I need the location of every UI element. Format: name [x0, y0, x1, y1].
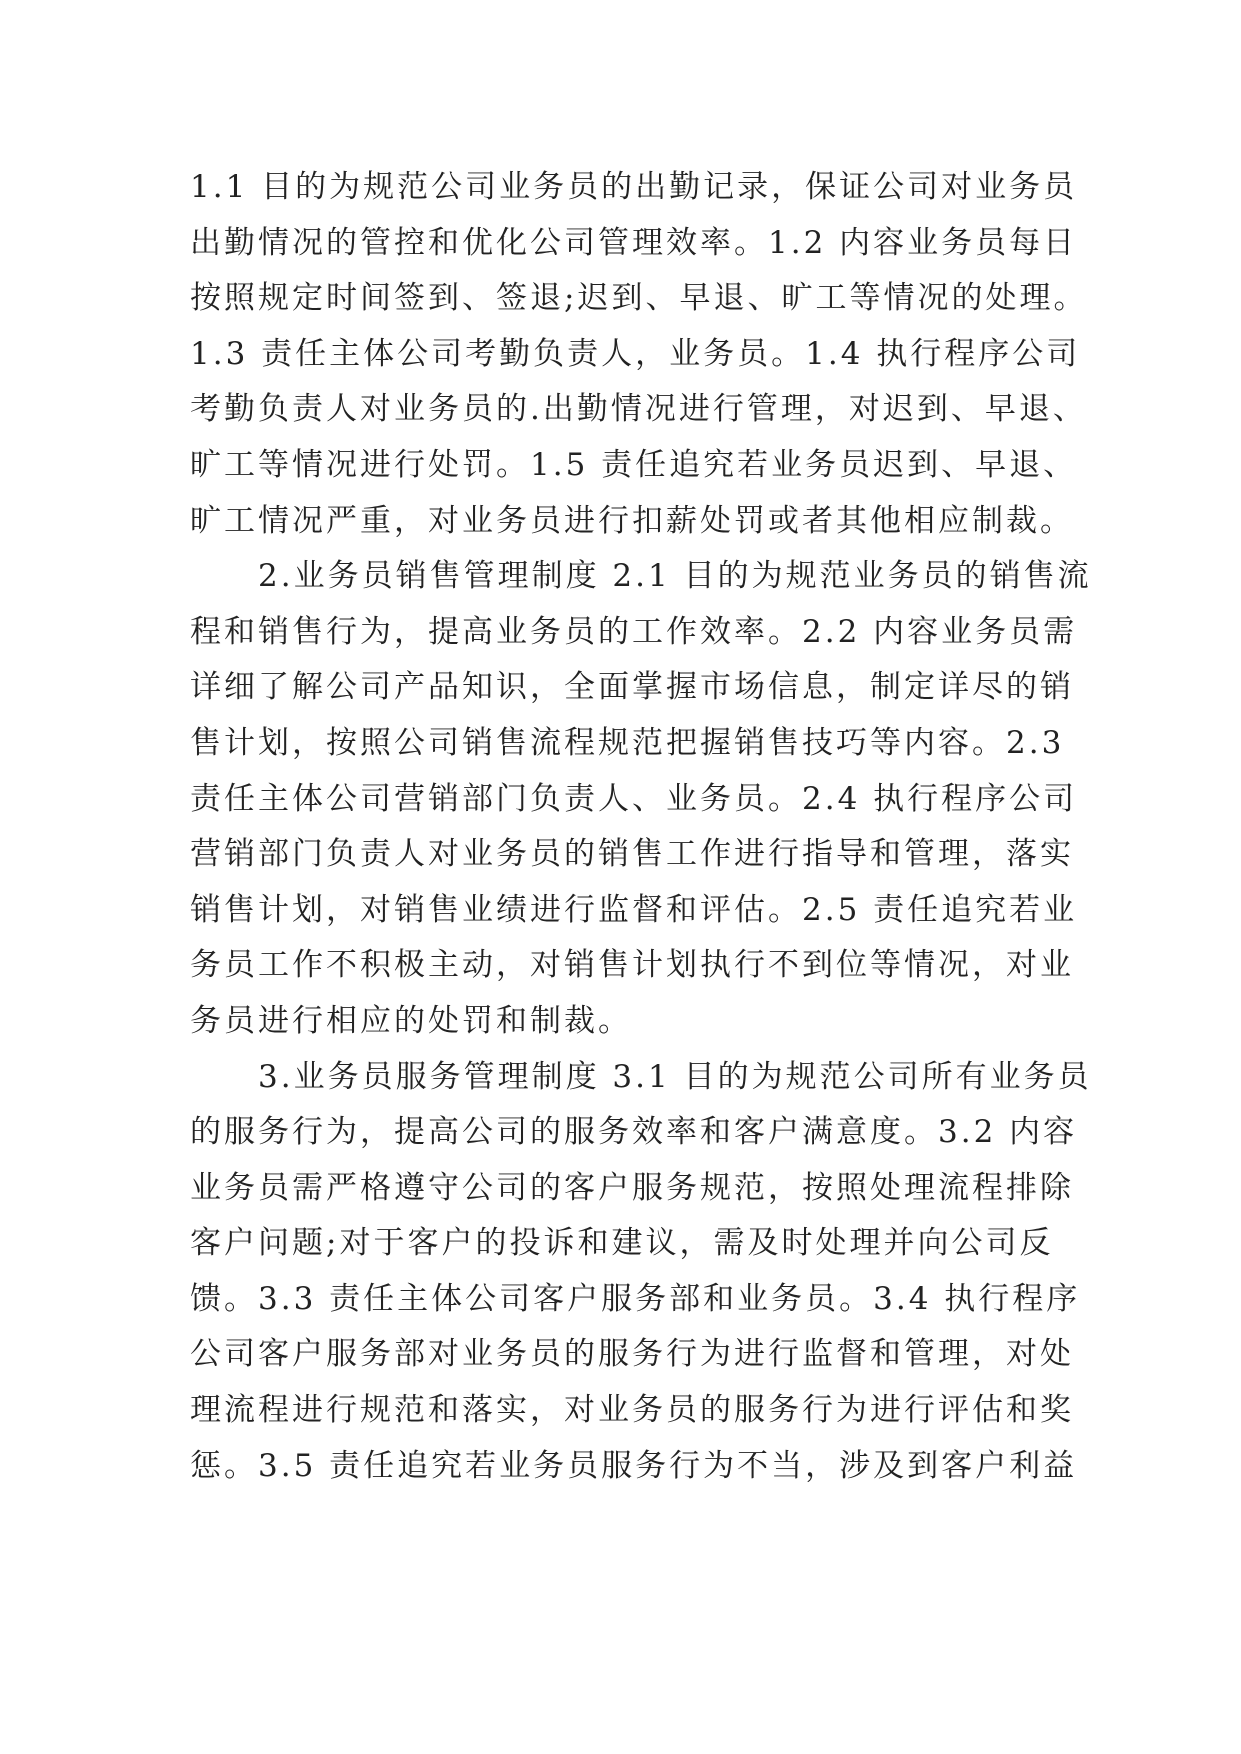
text-line: 馈。3.3 责任主体公司客户服务部和业务员。3.4 执行程序 — [190, 1280, 1081, 1317]
text-line: 务员进行相应的处罚和制裁。 — [190, 1002, 632, 1039]
text-line: 按照规定时间签到、签退;迟到、早退、旷工等情况的处理。 — [190, 280, 1088, 317]
text-line: 考勤负责人对业务员的.出勤情况进行管理，对迟到、早退、 — [190, 391, 1087, 428]
text-line: 惩。3.5 责任追究若业务员服务行为不当，涉及到客户利益 — [190, 1447, 1078, 1484]
text-line: 程和销售行为，提高业务员的工作效率。2.2 内容业务员需 — [190, 613, 1078, 650]
text-line: 责任主体公司营销部门负责人、业务员。2.4 执行程序公司 — [190, 780, 1078, 817]
text-line: 详细了解公司产品知识，全面掌握市场信息，制定详尽的销 — [190, 669, 1074, 706]
text-line: 旷工情况严重，对业务员进行扣薪处罚或者其他相应制裁。 — [190, 502, 1074, 539]
text-line: 业务员需严格遵守公司的客户服务规范，按照处理流程排除 — [190, 1169, 1074, 1206]
text-line: 旷工等情况进行处罚。1.5 责任追究若业务员迟到、早退、 — [190, 446, 1078, 483]
text-line: 营销部门负责人对业务员的销售工作进行指导和管理，落实 — [190, 836, 1074, 873]
text-line: 务员工作不积极主动，对销售计划执行不到位等情况，对业 — [190, 947, 1074, 984]
text-line: 公司客户服务部对业务员的服务行为进行监督和管理，对处 — [190, 1336, 1074, 1373]
text-line: 1.3 责任主体公司考勤负责人，业务员。1.4 执行程序公司 — [190, 335, 1081, 372]
text-line: 售计划，按照公司销售流程规范把握销售技巧等内容。2.3 — [190, 724, 1065, 761]
body-text — [190, 160, 1090, 1494]
text-line: 1.1 目的为规范公司业务员的出勤记录，保证公司对业务员 — [190, 169, 1078, 205]
text-line: 的服务行为，提高公司的服务效率和客户满意度。3.2 内容 — [190, 1114, 1078, 1151]
text-line: 客户问题;对于客户的投诉和建议，需及时处理并向公司反 — [190, 1225, 1054, 1262]
text-line: 3.业务员服务管理制度 3.1 目的为规范公司所有业务员 — [190, 1058, 1092, 1095]
text-line: 出勤情况的管控和优化公司管理效率。1.2 内容业务员每日 — [190, 224, 1078, 261]
text-line: 销售计划，对销售业绩进行监督和评估。2.5 责任追究若业 — [190, 891, 1078, 928]
text-line: 2.业务员销售管理制度 2.1 目的为规范业务员的销售流 — [190, 558, 1092, 595]
text-line: 理流程进行规范和落实，对业务员的服务行为进行评估和奖 — [190, 1392, 1074, 1429]
